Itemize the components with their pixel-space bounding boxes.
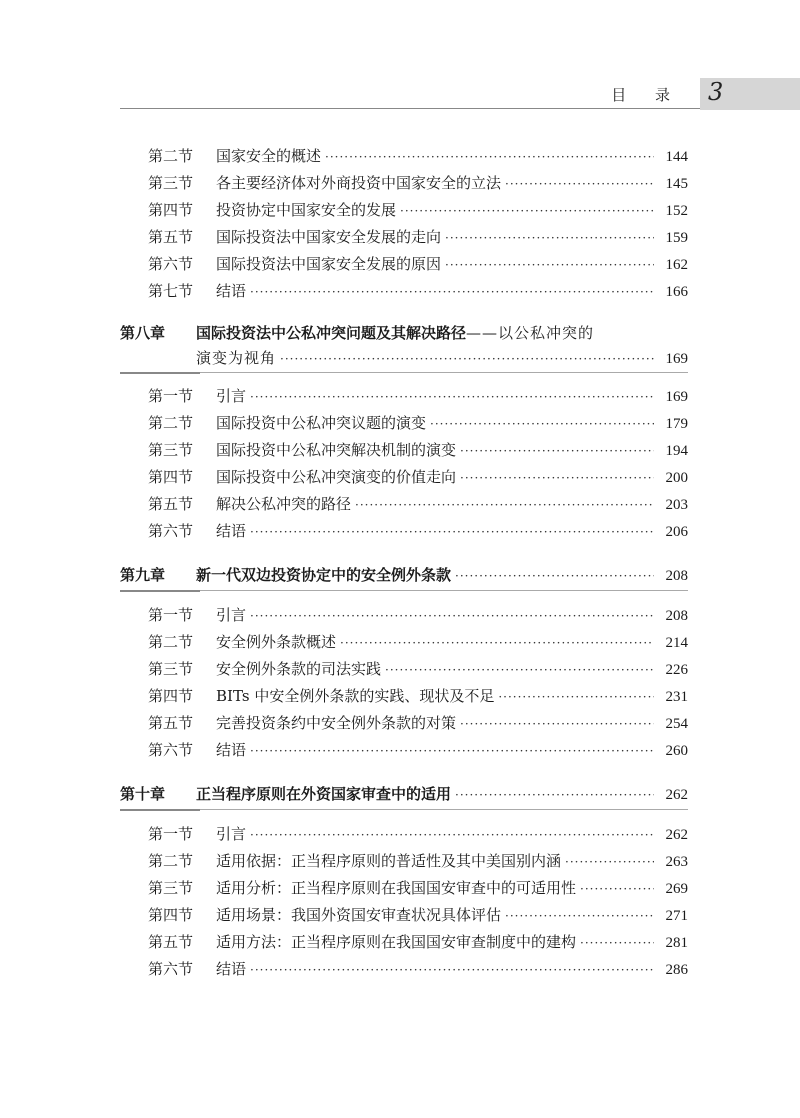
section-title: BITs 中安全例外条款的实践、现状及不足 [216,687,495,705]
section-page: 166 [665,284,688,300]
section-number: 第一节 [148,387,194,405]
toc-section-row[interactable] [148,629,688,655]
leader-dots [325,144,654,170]
leader-dots [505,171,654,197]
chapter-rule [120,809,688,811]
section-page: 144 [665,149,688,165]
section-title: 结语 [216,282,247,300]
section-number: 第三节 [148,879,194,897]
leader-dots [340,630,654,656]
leader-dots [460,465,654,491]
leader-dots [445,252,654,278]
section-number: 第二节 [148,633,194,651]
section-number: 第五节 [148,495,194,513]
section-title: 适用场景：我国外资国安审查状况具体评估 [216,906,502,924]
toc-section-row[interactable] [148,491,688,517]
section-page: 281 [665,935,688,951]
chapter-number: 第八章 [120,324,166,342]
section-title: 国家安全的概述 [216,147,322,165]
leader-dots [400,198,654,224]
section-number: 第四节 [148,687,194,705]
leader-dots [580,930,654,956]
toc-section-row[interactable] [148,683,688,709]
section-number: 第七节 [148,282,194,300]
section-title: 引言 [216,825,247,843]
leader-dots [445,225,654,251]
section-title: 各主要经济体对外商投资中国家安全的立法 [216,174,502,192]
section-number: 第一节 [148,825,194,843]
leader-dots [460,438,654,464]
section-title: 适用方法：正当程序原则在我国国安审查制度中的建构 [216,933,577,951]
toc-section-row[interactable] [148,821,688,847]
chapter-subtitle: ——以公私冲突的 [466,324,595,342]
section-title: 结语 [216,741,247,759]
toc-section-row[interactable] [148,875,688,901]
section-title: 安全例外条款的司法实践 [216,660,382,678]
leader-dots [498,684,654,710]
leader-dots [250,384,654,410]
section-number: 第三节 [148,660,194,678]
toc-section-row[interactable] [148,251,688,277]
section-number: 第六节 [148,960,194,978]
section-page: 169 [665,389,688,405]
toc-section-row[interactable] [148,278,688,304]
section-page: 262 [665,827,688,843]
section-page: 179 [665,416,688,432]
toc-section-row[interactable] [148,710,688,736]
leader-dots [250,519,654,545]
running-header [0,78,800,110]
section-title: 完善投资条约中安全例外条款的对策 [216,714,457,732]
leader-dots [565,849,654,875]
toc-section-row[interactable] [148,518,688,544]
section-page: 269 [665,881,688,897]
section-page: 152 [665,203,688,219]
section-number: 第五节 [148,228,194,246]
toc-section-row[interactable] [148,383,688,409]
section-number: 第三节 [148,441,194,459]
section-page: 226 [665,662,688,678]
header-rule [120,108,700,109]
section-title: 国际投资法中国家安全发展的走向 [216,228,442,246]
header-label: 目 录 [611,86,682,104]
section-page: 254 [665,716,688,732]
section-number: 第二节 [148,852,194,870]
section-page: 162 [665,257,688,273]
section-title: 安全例外条款概述 [216,633,337,651]
chapter-number: 第十章 [120,785,166,803]
toc-section-row[interactable] [148,929,688,955]
section-number: 第四节 [148,201,194,219]
section-title: 结语 [216,960,247,978]
chapter-page: 208 [665,568,688,584]
toc-section-row[interactable] [148,410,688,436]
page-number-tab [700,78,800,110]
section-page: 200 [665,470,688,486]
section-number: 第六节 [148,255,194,273]
section-title: 适用分析：正当程序原则在我国国安审查中的可适用性 [216,879,577,897]
leader-dots [250,822,654,848]
section-number: 第三节 [148,174,194,192]
toc-section-row[interactable] [148,143,688,169]
chapter-rule [120,590,688,592]
leader-dots [455,561,654,591]
chapter-title: 新一代双边投资协定中的安全例外条款 [196,566,452,584]
section-title: 结语 [216,522,247,540]
toc-chapter-continuation[interactable] [196,345,688,371]
section-page: 271 [665,908,688,924]
section-title: 国际投资中公私冲突议题的演变 [216,414,427,432]
section-number: 第四节 [148,468,194,486]
toc-section-row[interactable] [148,956,688,982]
section-page: 214 [665,635,688,651]
leader-dots [250,957,654,983]
chapter-subtitle-continuation: 演变为视角 [196,349,277,367]
section-title: 投资协定中国家安全的发展 [216,201,397,219]
toc-section-row[interactable] [148,848,688,874]
leader-dots [355,492,654,518]
section-page: 231 [665,689,688,705]
section-page: 263 [665,854,688,870]
leader-dots [455,780,654,810]
toc-section-row[interactable] [148,602,688,628]
toc-section-row[interactable] [148,224,688,250]
leader-dots [385,657,654,683]
section-page: 206 [665,524,688,540]
chapter-page: 262 [665,787,688,803]
section-number: 第五节 [148,933,194,951]
section-page: 203 [665,497,688,513]
section-page: 194 [665,443,688,459]
toc-chapter-row[interactable] [120,560,688,590]
toc-section-row[interactable] [148,464,688,490]
section-title: 国际投资中公私冲突解决机制的演变 [216,441,457,459]
section-number: 第一节 [148,606,194,624]
section-number: 第六节 [148,522,194,540]
section-title: 国际投资法中国家安全发展的原因 [216,255,442,273]
chapter-title: 正当程序原则在外资国家审查中的适用 [196,785,452,803]
leader-dots [580,876,654,902]
section-page: 260 [665,743,688,759]
toc-section-row[interactable] [148,656,688,682]
section-page: 159 [665,230,688,246]
toc-section-row[interactable] [148,902,688,928]
leader-dots [430,411,654,437]
toc-chapter-row[interactable] [120,318,688,348]
toc-chapter-row[interactable] [120,779,688,809]
leader-dots [250,603,654,629]
toc-section-row[interactable] [148,437,688,463]
section-title: 国际投资中公私冲突演变的价值走向 [216,468,457,486]
section-title: 引言 [216,606,247,624]
toc-section-row[interactable] [148,197,688,223]
section-page: 145 [665,176,688,192]
section-number: 第六节 [148,741,194,759]
section-page: 208 [665,608,688,624]
page-number: 3 [708,78,724,106]
leader-dots [505,903,654,929]
leader-dots [250,279,654,305]
chapter-number: 第九章 [120,566,166,584]
leader-dots [250,738,654,764]
toc-section-row[interactable] [148,170,688,196]
leader-dots [280,346,654,372]
chapter-rule [120,372,688,374]
section-number: 第四节 [148,906,194,924]
section-number: 第二节 [148,147,194,165]
section-page: 286 [665,962,688,978]
section-title: 适用依据：正当程序原则的普适性及其中美国别内涵 [216,852,562,870]
chapter-title: 国际投资法中公私冲突问题及其解决路径 [196,324,467,342]
section-number: 第二节 [148,414,194,432]
section-title: 解决公私冲突的路径 [216,495,352,513]
section-title: 引言 [216,387,247,405]
leader-dots [460,711,654,737]
section-number: 第五节 [148,714,194,732]
toc-section-row[interactable] [148,737,688,763]
chapter-page: 169 [665,351,688,367]
